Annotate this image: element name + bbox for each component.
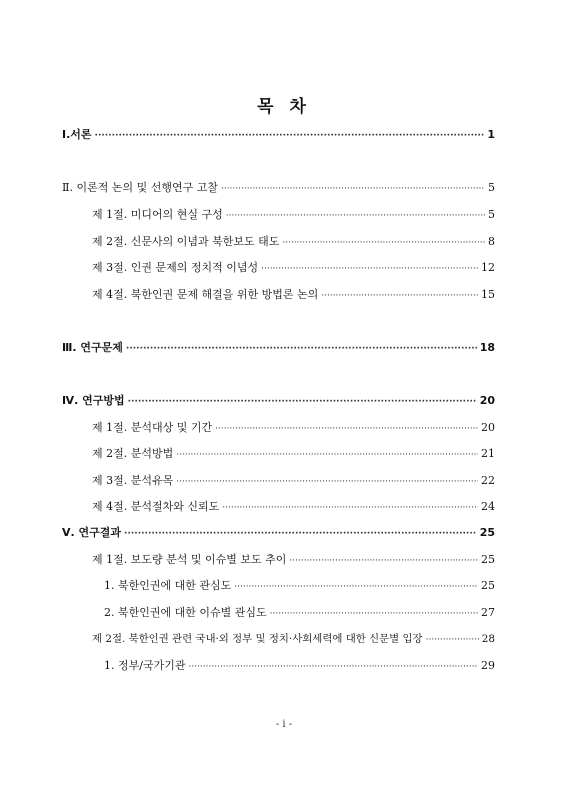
toc-entry-label: 제 1절. 분석대상 및 기간 xyxy=(92,421,213,434)
dot-leader xyxy=(226,211,485,221)
toc-entry-page: 25 xyxy=(479,526,495,539)
dot-leader xyxy=(270,609,478,619)
toc-entry-label: 제 4절. 분석절차와 신뢰도 xyxy=(92,500,220,513)
dot-leader xyxy=(289,556,478,566)
toc-entry-label: 제 1절. 보도량 분석 및 이슈별 보도 추이 xyxy=(92,553,287,566)
toc-entry-section xyxy=(92,445,495,461)
toc-entry-label: 제 2절. 분석방법 xyxy=(92,447,174,460)
toc-entry-label: 1. 정부/국가기관 xyxy=(104,659,186,672)
toc-entry-label: 제 2절. 북한인권 관련 국내·외 정부 및 정치·사회세력에 대한 신문별 입장 xyxy=(92,633,423,645)
toc-entry-label: Ⅰ.서론 xyxy=(62,128,92,141)
toc-entry-page: 28 xyxy=(481,633,495,645)
toc-entry-subsection xyxy=(104,604,495,620)
toc-entry-label: 제 4절. 북한인권 문제 해결을 위한 방법론 논의 xyxy=(92,288,319,301)
toc-title: 목 차 xyxy=(257,97,311,117)
toc-entry-section xyxy=(92,472,495,488)
toc-entry-page: 20 xyxy=(481,421,495,434)
toc-entry-chapter-4 xyxy=(62,392,495,408)
toc-entry-label: 제 1절. 미디어의 현실 구성 xyxy=(92,208,223,221)
dot-leader xyxy=(222,503,478,513)
toc-entry-page: 22 xyxy=(481,474,495,487)
toc-entry-section xyxy=(92,206,495,222)
toc-entry-section xyxy=(92,551,495,567)
dot-leader xyxy=(176,477,478,487)
toc-entry-section xyxy=(92,630,495,645)
dot-leader xyxy=(215,424,478,434)
dot-leader xyxy=(188,662,478,672)
toc-entry-page: 29 xyxy=(481,659,495,672)
toc-entry-page: 20 xyxy=(479,394,495,407)
toc-entry-intro xyxy=(62,126,495,142)
toc-entry-page: 24 xyxy=(481,500,495,513)
toc-entry-page: 1 xyxy=(487,128,495,141)
toc-entry-label: 1. 북한인권에 대한 관심도 xyxy=(104,579,232,592)
toc-entry-page: 5 xyxy=(488,208,495,221)
toc-entry-label: 제 3절. 인권 문제의 정치적 이념성 xyxy=(92,261,259,274)
toc-entry-page: 15 xyxy=(481,288,495,301)
toc-entry-chapter-5 xyxy=(62,524,495,540)
toc-entry-page: 8 xyxy=(488,235,495,248)
toc-entry-page: 21 xyxy=(481,447,495,460)
toc-entry-page: 5 xyxy=(488,181,495,194)
dot-leader xyxy=(176,450,478,460)
toc-entry-label: Ⅳ. 연구방법 xyxy=(62,394,125,407)
toc-entry-section xyxy=(92,259,495,275)
dot-leader xyxy=(95,131,485,141)
toc-entry-label: 2. 북한인권에 대한 이슈별 관심도 xyxy=(104,606,267,619)
toc-entry-page: 12 xyxy=(481,261,495,274)
toc-entry-page: 25 xyxy=(481,553,495,566)
dot-leader xyxy=(234,582,478,592)
dot-leader xyxy=(261,264,478,274)
toc-entry-label: Ⅱ. 이론적 논의 및 선행연구 고찰 xyxy=(62,181,218,194)
toc-entry-label: 제 2절. 신문사의 이념과 북한보도 태도 xyxy=(92,235,280,248)
toc-entry-chapter-2 xyxy=(62,179,495,195)
toc-entry-section xyxy=(92,286,495,302)
toc-entry-page: 18 xyxy=(479,341,495,354)
dot-leader xyxy=(128,397,477,407)
page-number-footer: - i - xyxy=(275,719,293,730)
dot-leader xyxy=(282,238,485,248)
toc-entry-section xyxy=(92,233,495,249)
dot-leader xyxy=(426,635,479,645)
toc-entry-label: 제 3절. 분석유목 xyxy=(92,474,174,487)
toc-entry-section xyxy=(92,498,495,514)
toc-entry-section xyxy=(92,419,495,435)
toc-entry-subsection xyxy=(104,577,495,593)
dot-leader xyxy=(126,344,477,354)
toc-entry-subsection xyxy=(104,657,495,673)
toc-entry-chapter-3 xyxy=(62,339,495,355)
dot-leader xyxy=(321,291,478,301)
dot-leader xyxy=(124,529,477,539)
toc-entry-page: 25 xyxy=(481,579,495,592)
dot-leader xyxy=(221,184,485,194)
toc-entry-label: Ⅴ. 연구결과 xyxy=(62,526,122,539)
toc-entry-page: 27 xyxy=(481,606,495,619)
toc-entry-label: Ⅲ. 연구문제 xyxy=(62,341,123,354)
